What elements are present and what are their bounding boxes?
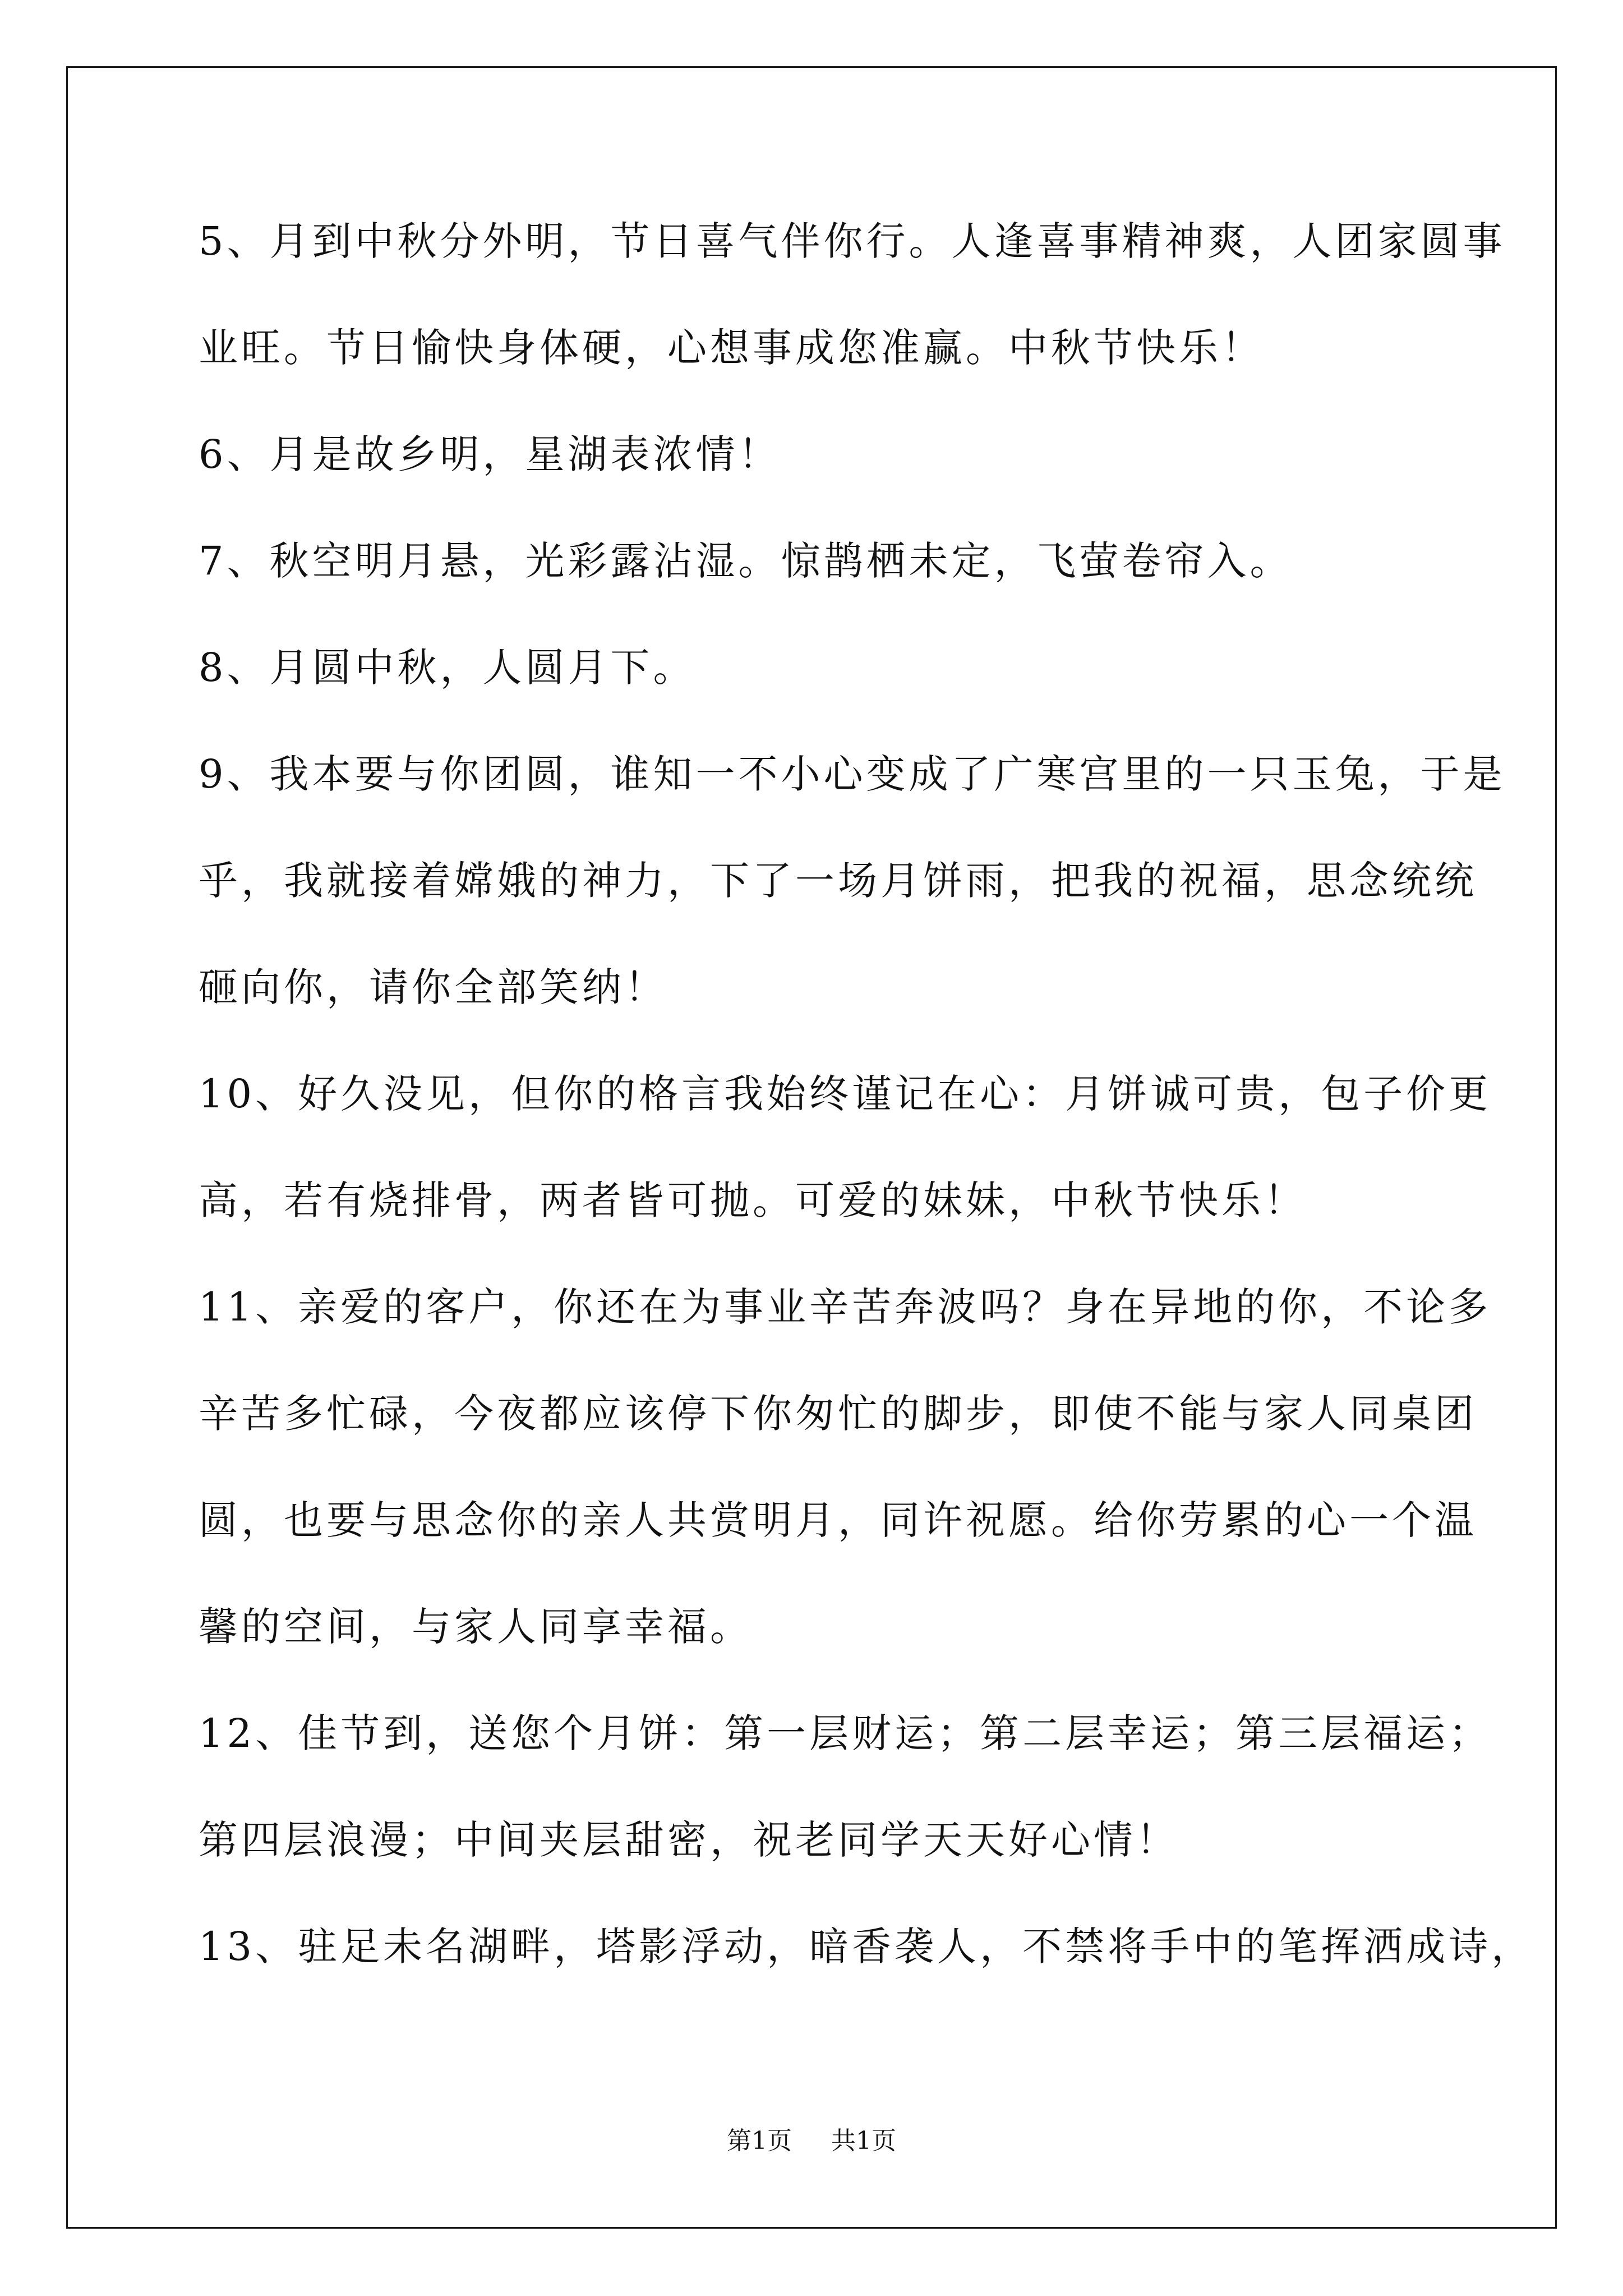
text-line: 乎，我就接着嫦娥的神力，下了一场月饼雨，把我的祝福，思念统统 <box>199 858 1477 904</box>
text-line: 辛苦多忙碌，今夜都应该停下你匆忙的脚步，即使不能与家人同桌团 <box>199 1391 1477 1437</box>
text-line: 8、月圆中秋，人圆月下。 <box>199 645 696 691</box>
text-line: 7、秋空明月悬，光彩露沾湿。惊鹊栖未定，飞萤卷帘入。 <box>199 538 1293 584</box>
text-line: 5、月到中秋分外明，节日喜气伴你行。人逢喜事精神爽，人团家圆事 <box>199 218 1506 264</box>
text-line: 6、月是故乡明，星湖表浓情！ <box>199 431 781 477</box>
page-border <box>66 66 1557 2229</box>
page-footer <box>0 2120 1623 2156</box>
page-number: 第1页 <box>727 2127 792 2155</box>
text-line: 业旺。节日愉快身体硬，心想事成您准赢。中秋节快乐！ <box>199 325 1264 371</box>
text-line: 高，若有烧排骨，两者皆可抛。可爱的妹妹，中秋节快乐！ <box>199 1177 1307 1223</box>
text-line: 砸向你，请你全部笑纳！ <box>199 964 667 1010</box>
text-line: 13、驻足未名湖畔，塔影浮动，暗香袭人，不禁将手中的笔挥洒成诗， <box>199 1924 1534 1970</box>
text-line: 10、好久没见，但你的格言我始终谨记在心：月饼诚可贵，包子价更 <box>199 1071 1492 1117</box>
text-line: 馨的空间，与家人同享幸福。 <box>199 1604 753 1650</box>
text-line: 圆，也要与思念你的亲人共赏明月，同许祝愿。给你劳累的心一个温 <box>199 1497 1477 1543</box>
text-line: 11、亲爱的客户，你还在为事业辛苦奔波吗？身在异地的你，不论多 <box>199 1284 1492 1330</box>
page-total: 共1页 <box>831 2127 896 2155</box>
text-line: 第四层浪漫；中间夹层甜密，祝老同学天天好心情！ <box>199 1817 1179 1863</box>
text-line: 9、我本要与你团圆，谁知一不小心变成了广寒宫里的一只玉兔，于是 <box>199 751 1506 797</box>
text-line: 12、佳节到，送您个月饼：第一层财运；第二层幸运；第三层福运； <box>199 1710 1492 1756</box>
